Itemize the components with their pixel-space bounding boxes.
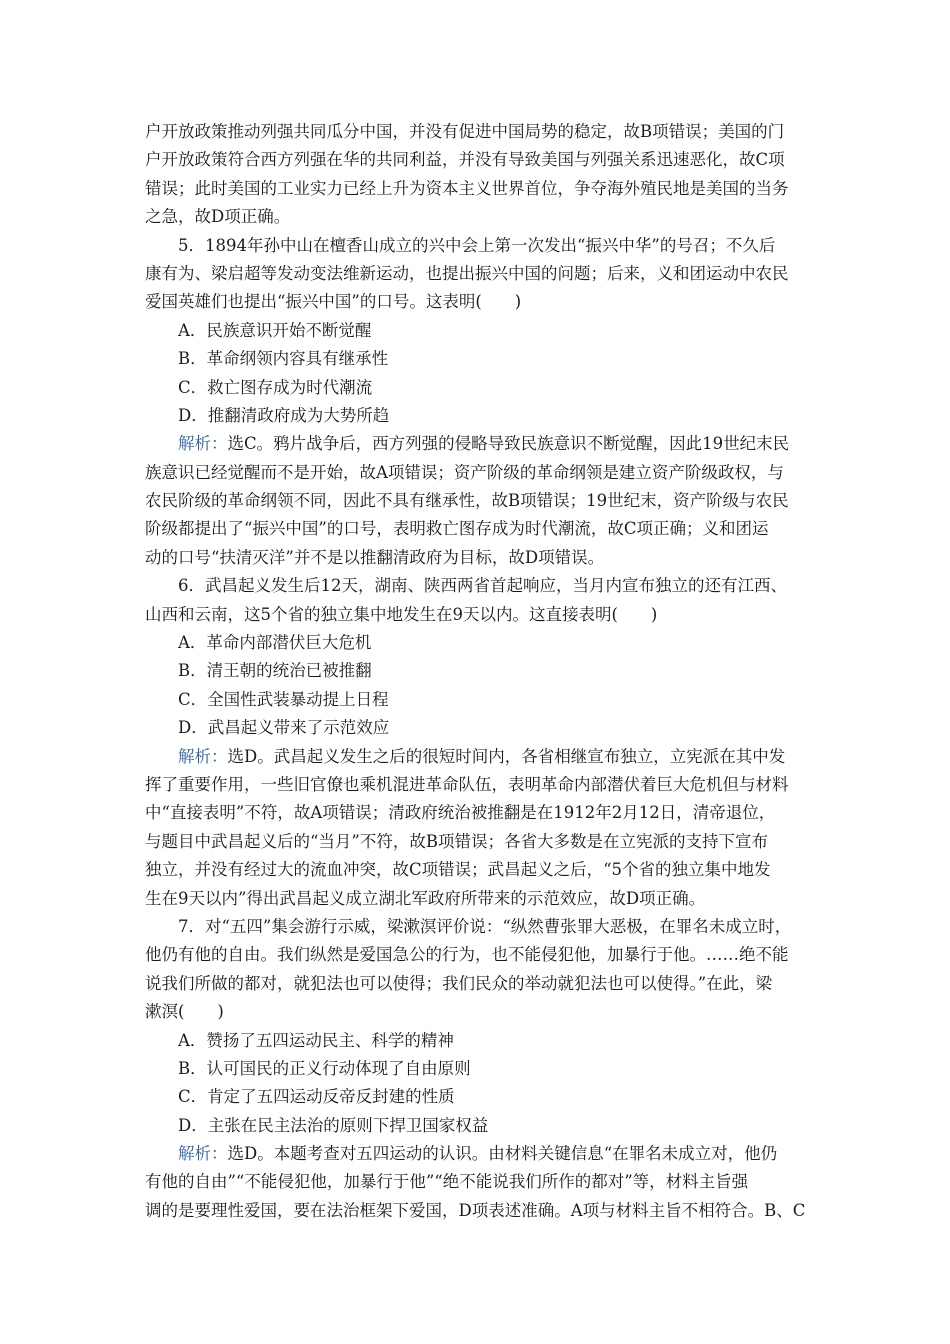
prev-analysis-continuation	[145, 118, 815, 232]
question-stem: 漱溟( )	[145, 1002, 224, 1022]
page-content	[145, 118, 815, 1225]
analysis-line: 动的口号“扶清灭洋”并不是以推翻清政府为目标，故D项错误。	[145, 547, 605, 567]
analysis-text: 选D。本题考查对五四运动的认识。由材料关键信息“在罪名未成立对，他仍	[227, 1144, 778, 1164]
question-stem: 7．对“五四”集会游行示威，梁漱溟评价说：“纵然曹张罪大恶极，在罪名未成立时，	[178, 916, 792, 936]
analysis-line: 调的是要理性爱国，要在法治框架下爱国，D项表述准确。A项与材料主旨不相符合。B、C	[145, 1200, 806, 1220]
analysis-line	[145, 1140, 815, 1168]
analysis-label: 解析：	[178, 746, 228, 766]
option-a: A．革命内部潜伏巨大危机	[178, 633, 372, 653]
analysis-line: 与题目中武昌起义后的“当月”不符，故B项错误；各省大多数是在立宪派的支持下宣布	[145, 831, 768, 851]
question-stem: 爱国英雄们也提出“振兴中国”的口号。这表明( )	[145, 292, 522, 312]
analysis-line	[145, 430, 815, 458]
option-a: A．民族意识开始不断觉醒	[178, 320, 372, 340]
option-b: B．认可国民的正义行动体现了自由原则	[178, 1058, 471, 1078]
analysis-label: 解析：	[178, 1144, 228, 1164]
text-line: 之急，故D项正确。	[145, 207, 291, 227]
question-stem: 山西和云南，这5个省的独立集中地发生在9天以内。这直接表明( )	[145, 604, 658, 624]
analysis-line: 有他的自由”“不能侵犯他，加暴行于他”“绝不能说我们所作的都对”等，材料主旨强	[145, 1172, 749, 1192]
option-b: B．革命纲领内容具有继承性	[178, 349, 389, 369]
analysis-label: 解析：	[178, 434, 228, 454]
option-d: D．武昌起义带来了示范效应	[178, 718, 390, 738]
option-b: B．清王朝的统治已被推翻	[178, 661, 372, 681]
text-line: 错误；此时美国的工业实力已经上升为资本主义世界首位，争夺海外殖民地是美国的当务	[145, 178, 789, 198]
question-stem: 他仍有他的自由。我们纵然是爱国急公的行为，也不能侵犯他，加暴行于他。……绝不能	[145, 945, 789, 965]
text-line: 户开放政策推动列强共同瓜分中国，并没有促进中国局势的稳定，故B项错误；美国的门	[145, 122, 785, 141]
question-6	[145, 572, 815, 913]
question-7	[145, 913, 815, 1225]
analysis-line: 族意识已经觉醒而不是开始，故A项错误；资产阶级的革命纲领是建立资产阶级政权，与	[145, 462, 784, 482]
analysis-line: 阶级都提出了“振兴中国”的口号，表明救亡图存成为时代潮流，故C项正确；义和团运	[145, 519, 769, 539]
question-5	[145, 232, 815, 573]
question-stem: 6．武昌起义发生后12天，湖南、陕西两省首起响应，当月内宣布独立的还有江西、	[178, 576, 787, 596]
analysis-line: 独立，并没有经过大的流血冲突，故C项错误；武昌起义之后，“5个省的独立集中地发	[145, 860, 771, 880]
analysis-text: 选C。鸦片战争后，西方列强的侵略导致民族意识不断觉醒，因此19世纪末民	[227, 434, 790, 454]
option-a: A．赞扬了五四运动民主、科学的精神	[178, 1030, 454, 1050]
option-c: C．肯定了五四运动反帝反封建的性质	[178, 1087, 455, 1107]
question-stem: 说我们所做的都对，就犯法也可以使得；我们民众的举动就犯法也可以使得。”在此，梁	[145, 973, 773, 993]
analysis-line: 中“直接表明”不符，故A项错误；清政府统治被推翻是在1912年2月12日，清帝退位，	[145, 803, 776, 823]
option-d: D．推翻清政府成为大势所趋	[178, 405, 390, 425]
question-stem: 康有为、梁启超等发动变法维新运动，也提出振兴中国的问题；后来，义和团运动中农民	[145, 263, 789, 283]
option-c: C．救亡图存成为时代潮流	[178, 377, 373, 397]
option-d: D．主张在民主法治的原则下捍卫国家权益	[178, 1115, 489, 1135]
analysis-line: 生在9天以内”得出武昌起义成立湖北军政府所带来的示范效应，故D项正确。	[145, 888, 706, 908]
analysis-line: 农民阶级的革命纲领不同，因此不具有继承性，故B项错误；19世纪末，资产阶级与农民	[145, 491, 789, 511]
analysis-text: 选D。武昌起义发生之后的很短时间内，各省相继宣布独立，立宪派在其中发	[227, 746, 786, 766]
text-line: 户开放政策符合西方列强在华的共同利益，并没有导致美国与列强关系迅速恶化，故C项	[145, 150, 785, 170]
analysis-line: 挥了重要作用，一些旧官僚也乘机混进革命队伍，表明革命内部潜伏着巨大危机但与材料	[145, 774, 789, 794]
option-c: C．全国性武装暴动提上日程	[178, 689, 389, 709]
question-stem: 5．1894年孙中山在檀香山成立的兴中会上第一次发出“振兴中华”的号召；不久后	[178, 235, 776, 255]
analysis-line	[145, 743, 815, 771]
